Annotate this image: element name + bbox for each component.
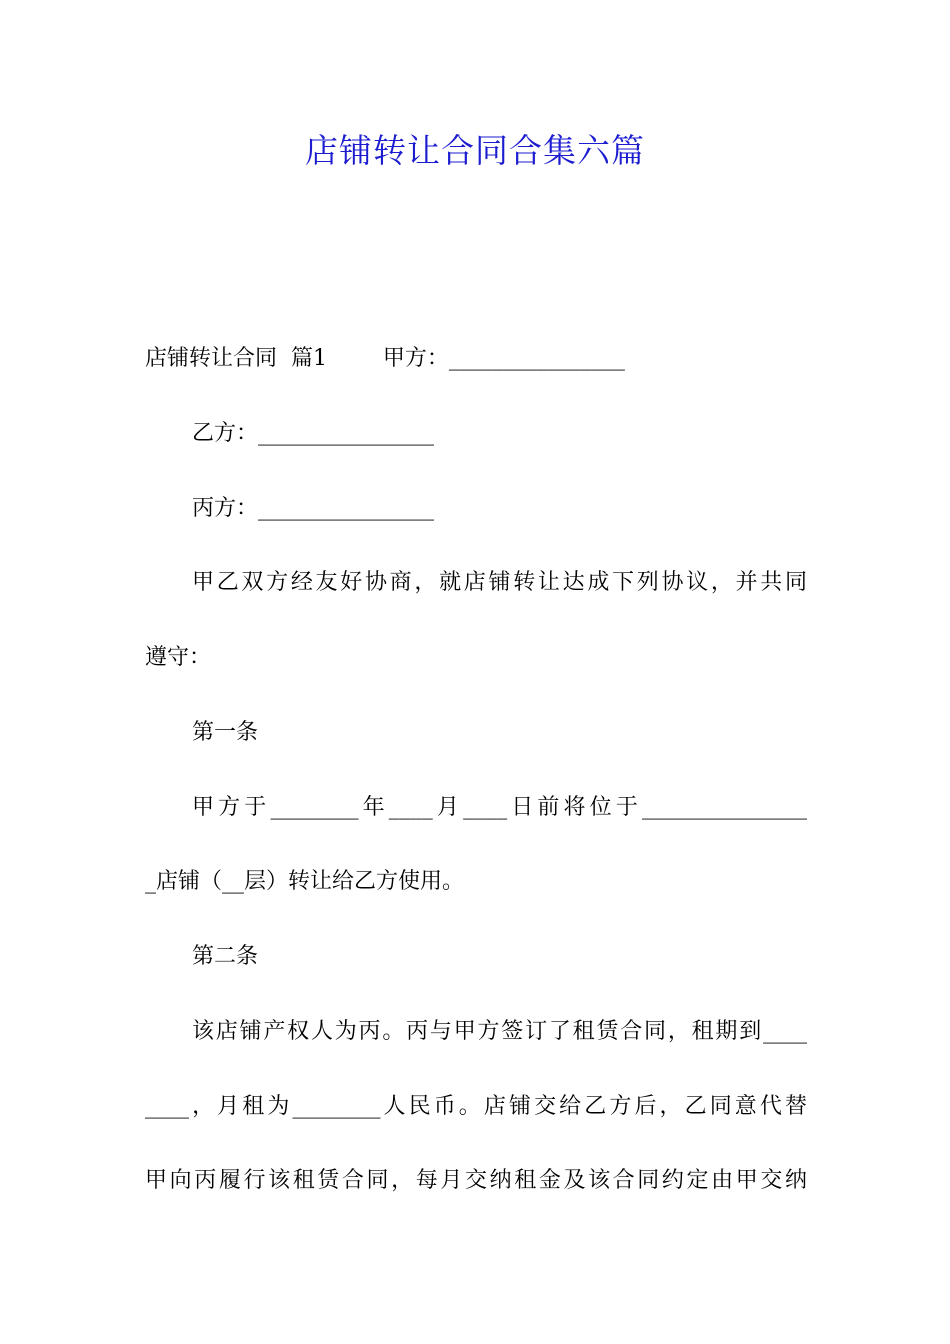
- paragraph-line: 遵守：: [145, 645, 212, 670]
- paragraph-line: 该店铺产权人为丙。丙与甲方签订了租赁合同，租期到____: [192, 1019, 807, 1044]
- document-title: 店铺转让合同合集六篇: [305, 131, 645, 170]
- paragraph-line: 甲方于________年____月____日前将位于_______________: [192, 795, 807, 820]
- article-heading: 第二条: [192, 944, 259, 969]
- party-c-line: 丙方：________________: [192, 496, 435, 521]
- party-b-line: 乙方：________________: [192, 421, 435, 446]
- paragraph-line: _店铺（__层）转让给乙方使用。: [145, 869, 465, 894]
- paragraph-line: ____，月租为________人民币。店铺交给乙方后，乙同意代替: [145, 1094, 807, 1119]
- paragraph-line: 甲乙双方经友好协商，就店铺转让达成下列协议，并共同: [192, 570, 807, 595]
- contract-heading-party-a: 店铺转让合同 篇1 甲方：________________: [145, 346, 625, 371]
- paragraph-line: 甲向丙履行该租赁合同，每月交纳租金及该合同约定由甲交纳: [145, 1168, 807, 1193]
- article-heading: 第一条: [192, 720, 259, 745]
